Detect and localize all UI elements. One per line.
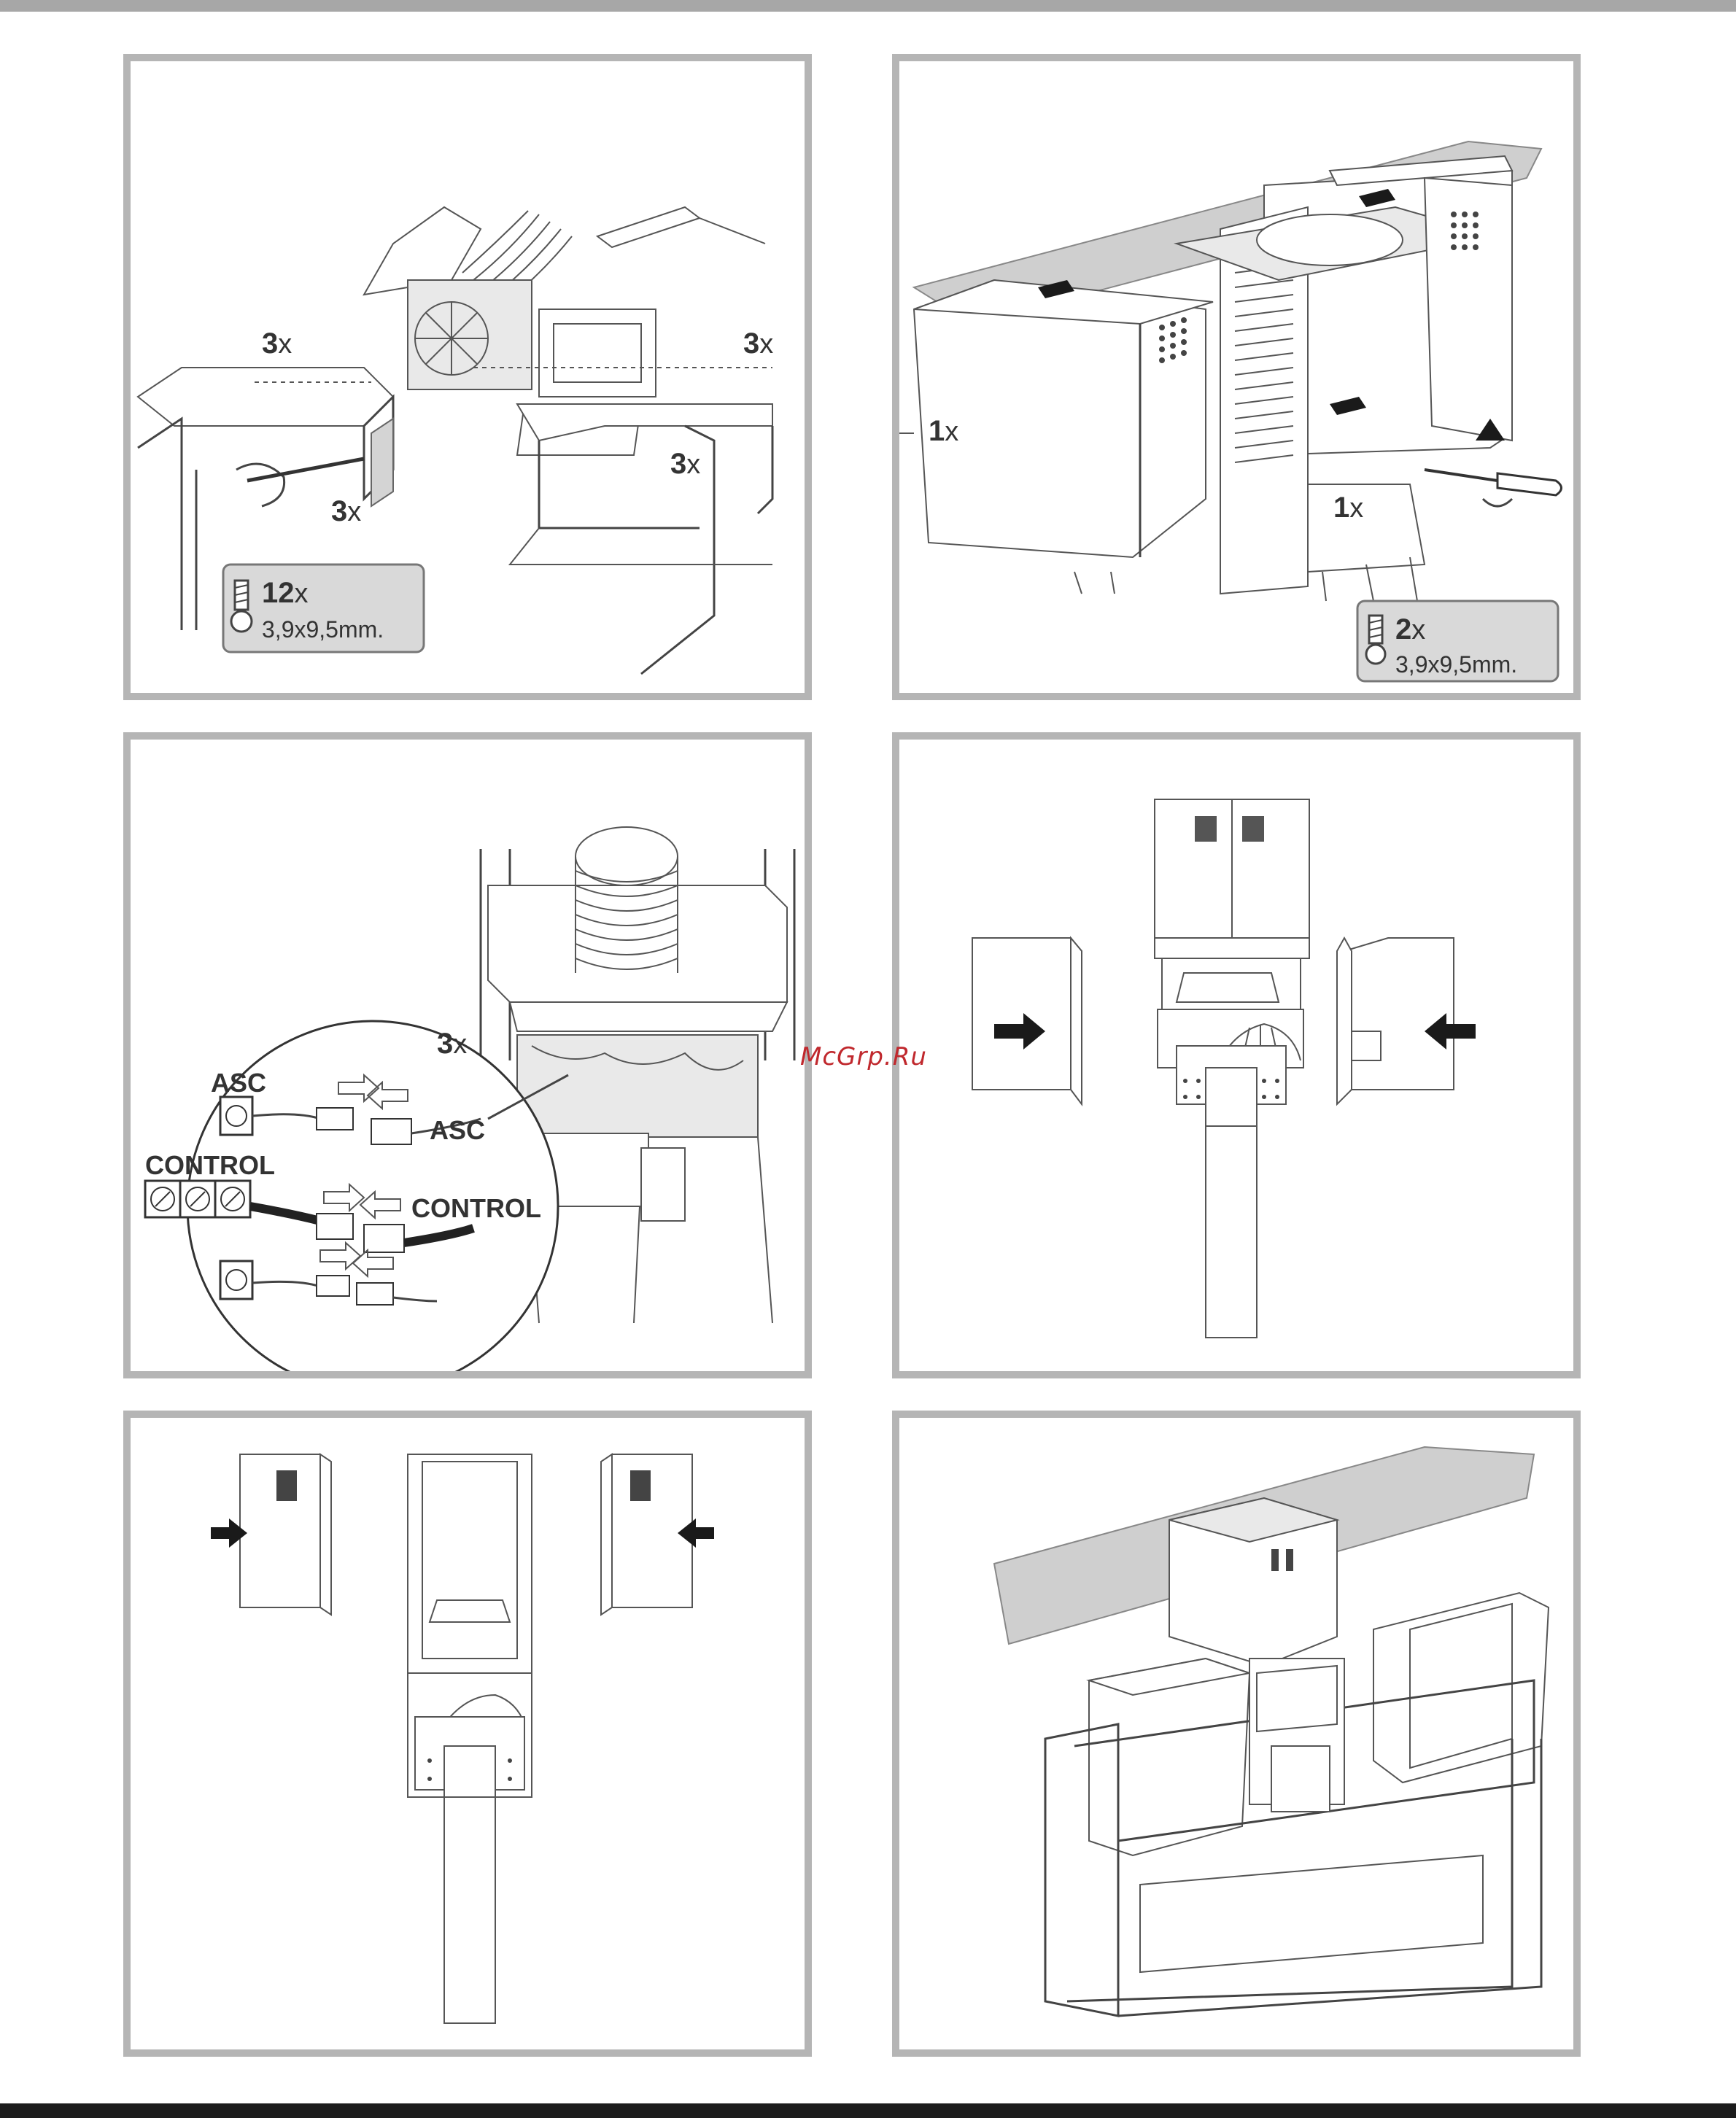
label-asc-right: ASC <box>430 1115 486 1145</box>
illustration-step-4 <box>899 740 1573 1371</box>
control-socket-icon <box>145 1181 250 1217</box>
screw-count: 12x <box>262 577 309 609</box>
sensor-socket-icon <box>220 1261 252 1299</box>
label-1x-right: 1x <box>1333 492 1364 524</box>
label-asc-left: ASC <box>211 1068 267 1098</box>
label-3x-d: 3x <box>331 495 362 527</box>
screw-badge <box>223 565 424 652</box>
panel-step-6 <box>892 1411 1581 2057</box>
illustration-step-5 <box>131 1418 805 2049</box>
screw-count: 2x <box>1395 613 1426 645</box>
label-3x-c: 3x <box>670 448 701 480</box>
label-3x: 3x <box>437 1028 468 1060</box>
panel-step-5 <box>123 1411 812 2057</box>
label-1x-left: 1x <box>929 415 959 447</box>
panel-step-3 <box>123 732 812 1378</box>
label-control-left: CONTROL <box>145 1150 275 1180</box>
rotate-arrow-icon <box>236 464 284 506</box>
screwdriver-icon <box>1425 470 1562 506</box>
label-3x-a: 3x <box>262 327 292 360</box>
screw-icon <box>231 581 252 632</box>
watermark: McGrp.Ru <box>800 1042 927 1071</box>
illustration-step-3 <box>131 740 805 1371</box>
label-3x-b: 3x <box>743 327 774 360</box>
panel-step-2 <box>892 54 1581 700</box>
asc-socket-icon <box>220 1097 252 1135</box>
screw-size: 3,9x9,5mm. <box>1395 651 1518 678</box>
screw-size: 3,9x9,5mm. <box>262 616 384 643</box>
label-control-right: CONTROL <box>411 1193 541 1223</box>
panel-step-1 <box>123 54 812 700</box>
illustration-step-6 <box>899 1418 1573 2049</box>
screw-icon <box>1366 616 1385 664</box>
illustration-step-1 <box>131 61 805 693</box>
bottom-bar <box>0 2103 1736 2118</box>
top-bar <box>0 0 1736 12</box>
panel-step-4 <box>892 732 1581 1378</box>
illustration-step-2 <box>899 61 1573 693</box>
screw-badge <box>1357 601 1558 681</box>
